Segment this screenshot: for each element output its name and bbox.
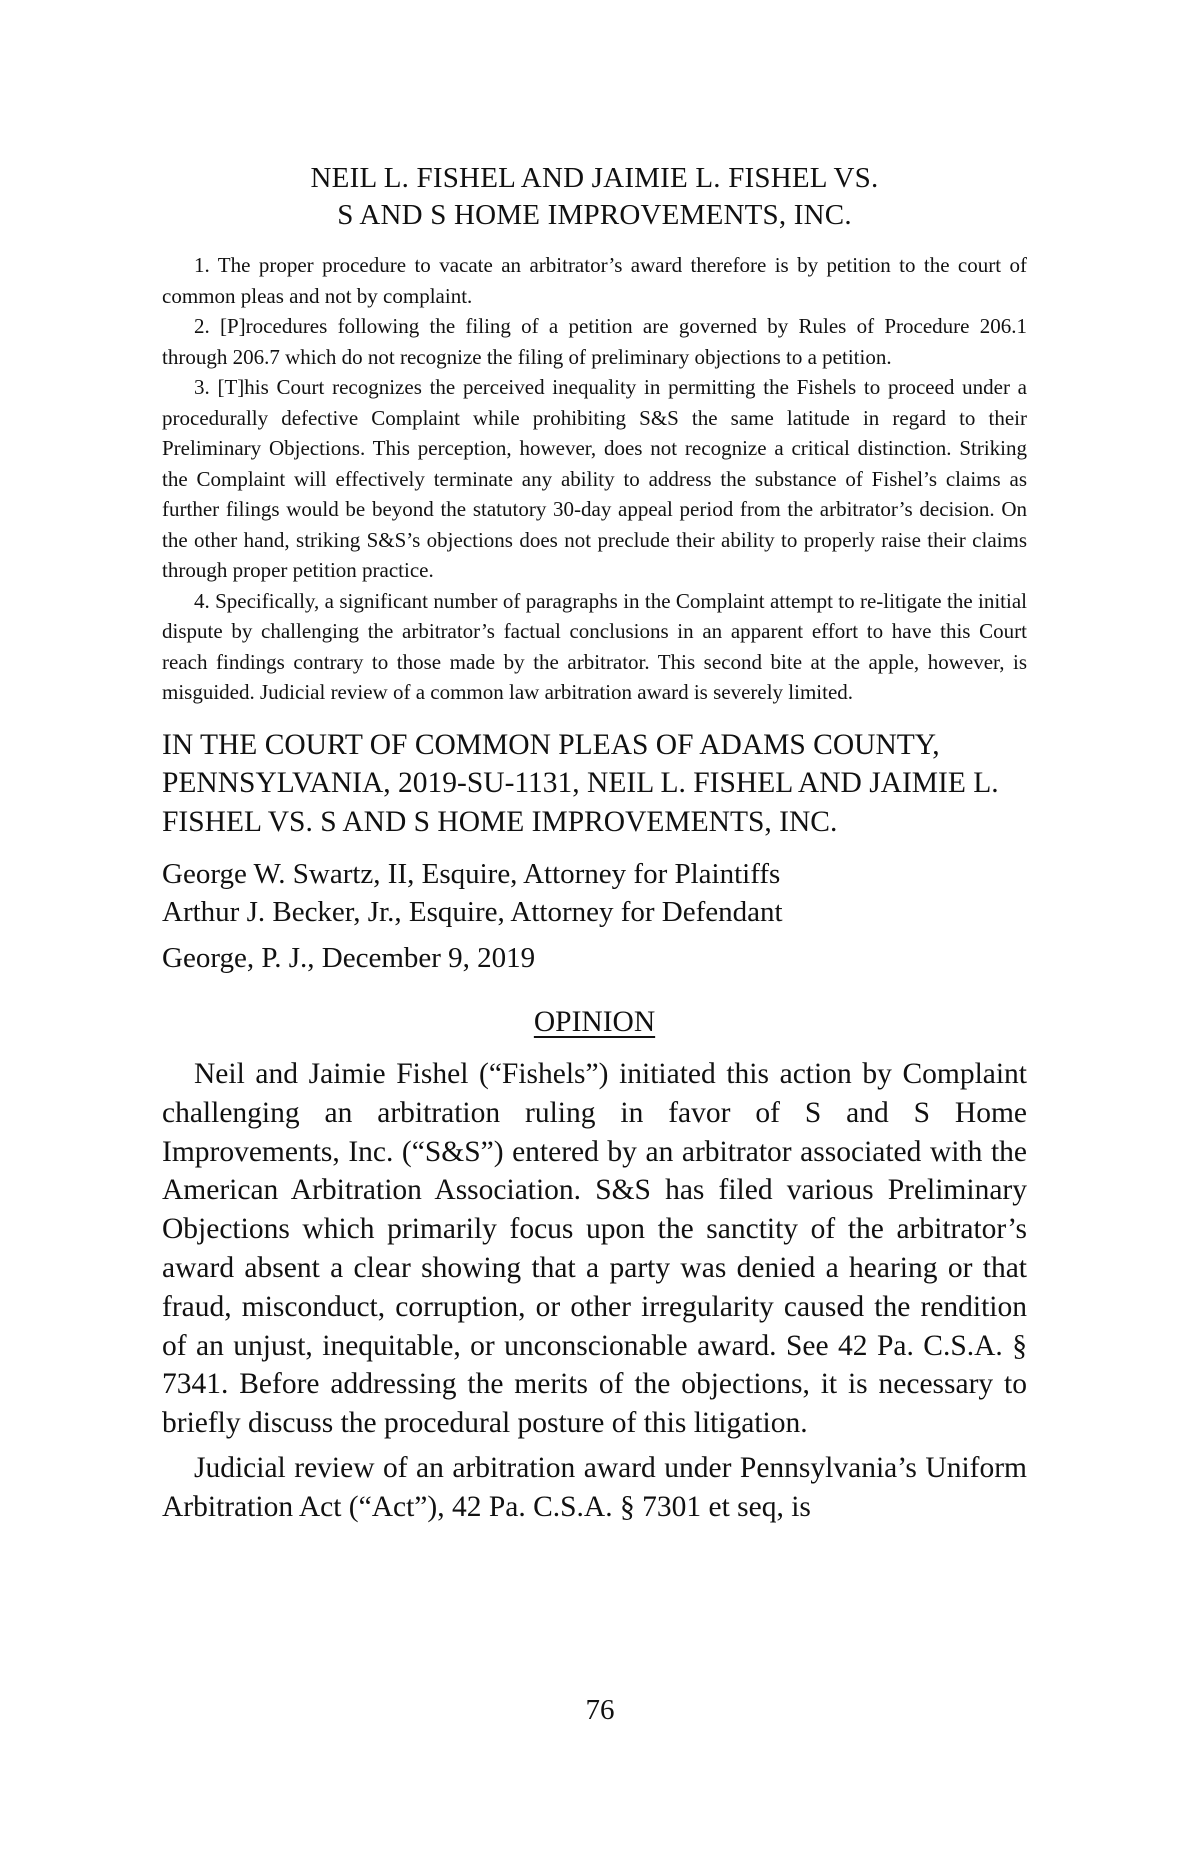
headnote-4: 4. Specifically, a significant number of paragraphs in the Complaint attempt to re-litigate the initial dispute by challenging the arbitrator’s factual conclusions in an apparent effort to have this Court reach findings contrary to those made by the arbitrator. This second bite at the apple, however, is misguided. Judicial review of a common law arbitration award is severely limited.	[162, 588, 1027, 704]
court-heading: IN THE COURT OF COMMON PLEAS OF ADAMS COUNTY, PENNSYLVANIA, 2019-SU-1131, NEIL L. FISHEL AND JAIMIE L. FISHEL VS. S AND S HOME IMPROVEMENTS, INC.	[162, 728, 999, 838]
headnote-1: 1. The proper procedure to vacate an arbitrator’s award therefore is by petition to the court of common pleas and not by complaint.	[162, 253, 1027, 308]
counsel-plaintiffs: George W. Swartz, II, Esquire, Attorney for Plaintiffs	[162, 858, 781, 890]
body-paragraph-1: Neil and Jaimie Fishel (“Fishels”) initiated this action by Complaint challenging an arbitration ruling in favor of S and S Home Improvements, Inc. (“S&S”) entered by an arbitrator associated with the American Arbitration Association. S&S has filed various Preliminary Objections which primarily focus upon the sanctity of the arbitrator’s award absent a clear showing that a party was denied a hearing or that fraud, misconduct, corruption, or other irregularity caused the rendition of an unjust, inequitable, or unconscionable award. See 42 Pa. C.S.A. § 7341. Before addressing the merits of the objections, it is necessary to briefly discuss the procedural posture of this litigation.	[162, 1058, 1027, 1440]
case-title	[162, 160, 1027, 234]
headnote-3: 3. [T]his Court recognizes the perceived inequality in permitting the Fishels to proceed under a procedurally defective Complaint while prohibiting S&S the same latitude in regard to their Preliminary Objections. This perception, however, does not recognize a critical distinction. Striking the Complaint will effectively terminate any ability to address the substance of Fishel’s claims as further filings would be beyond the statutory 30-day appeal period from the arbitrator’s decision. On the other hand, striking S&S’s objections does not preclude their ability to properly raise their claims through proper petition practice.	[162, 375, 1027, 582]
case-title-line-2: S AND S HOME IMPROVEMENTS, INC.	[337, 199, 852, 231]
page-number: 76	[585, 1694, 615, 1726]
headnote-2: 2. [P]rocedures following the filing of a petition are governed by Rules of Procedure 206.1 through 206.7 which do not recognize the filing of preliminary objections to a petition.	[162, 314, 1027, 369]
counsel-defendant: Arthur J. Becker, Jr., Esquire, Attorney for Defendant	[162, 896, 783, 928]
body-paragraph-2: Judicial review of an arbitration award under Pennsylvania’s Uniform Arbitration Act (“Act”), 42 Pa. C.S.A. § 7301 et seq, is	[162, 1451, 1027, 1523]
case-title-line-1: NEIL L. FISHEL AND JAIMIE L. FISHEL VS.	[310, 162, 879, 194]
headnotes	[162, 250, 1027, 708]
document-page	[162, 160, 1027, 1533]
opinion-heading: OPINION	[533, 1006, 656, 1038]
judge-line: George, P. J., December 9, 2019	[162, 942, 536, 974]
